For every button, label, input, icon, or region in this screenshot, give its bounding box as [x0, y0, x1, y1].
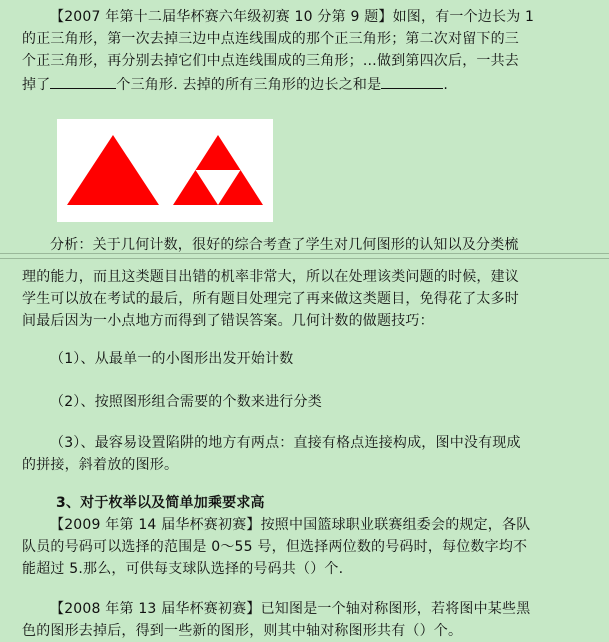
problem-2-line-3: 能超过 5.那么，可供每支球队选择的号码共（）个. [22, 561, 344, 577]
problem-1-line-2: 的正三角形，第一次去掉三边中点连线围成的那个正三角形；第二次对留下的三 [22, 31, 519, 47]
sierpinski-figure-svg [57, 119, 273, 222]
problem-2-line-2: 队员的号码可以选择的范围是 0～55 号，但选择两位数的号码时，每位数字均不 [22, 539, 528, 555]
analysis-line-1: 分析：关于几何计数，很好的综合考查了学生对几何图形的认知以及分类梳 [50, 237, 519, 253]
analysis-line-3: 学生可以放在考试的最后，所有题目处理完了再来做这类题目，免得花了太多时 [22, 291, 519, 307]
tip-3-line-1: （3）、最容易设置陷阱的地方有两点：直接有格点连接构成，图中没有现成 [50, 435, 521, 451]
section-3-heading: 3、对于枚举以及简单加乘要求高 [56, 495, 265, 511]
analysis-line-4: 间最后因为一小点地方而得到了错误答案。几何计数的做题技巧： [22, 313, 434, 329]
problem-1-line-3: 个正三角形，再分别去掉它们中点连线围成的三角形；…做到第四次后，一共去 [22, 53, 519, 69]
large-red-triangle [67, 135, 159, 205]
tip-3-line-2: 的拼接，斜着放的图形。 [22, 457, 179, 473]
answer-blank-count [50, 74, 116, 89]
page-break-divider [0, 251, 609, 261]
triangle-figure [57, 119, 273, 222]
tip-2: （2）、按照图形组合需要的个数来进行分类 [50, 394, 322, 410]
problem-1-line-4 [22, 74, 448, 94]
problem-1-line-4-end: . [443, 77, 448, 93]
problem-3-line-2: 色的图形去掉后，得到一些新的图形，则其中轴对称图形共有（）个。 [22, 623, 463, 639]
page-break-line-top [0, 253, 609, 254]
problem-3-line-1: 【2008 年第 13 届华杯赛初赛】已知图是一个轴对称图形，若将图中某些黑 [50, 601, 531, 617]
page-break-line-bottom [0, 258, 609, 259]
problem-1-line-1: 【2007 年第十二届华杯赛六年级初赛 10 分第 9 题】如图，有一个边长为 1 [50, 9, 535, 25]
analysis-line-2: 理的能力，而且这类题目出错的机率非常大，所以在处理该类问题的时候，建议 [22, 269, 519, 285]
tip-1: （1）、从最单一的小图形出发开始计数 [50, 351, 294, 367]
answer-blank-perimeter [381, 74, 443, 89]
problem-1-line-4-start: 掉了 [22, 77, 51, 93]
problem-1-line-4-middle: 个三角形. 去掉的所有三角形的边长之和是 [116, 77, 382, 93]
problem-2-line-1: 【2009 年第 14 届华杯赛初赛】按照中国篮球职业联赛组委会的规定，各队 [50, 517, 531, 533]
